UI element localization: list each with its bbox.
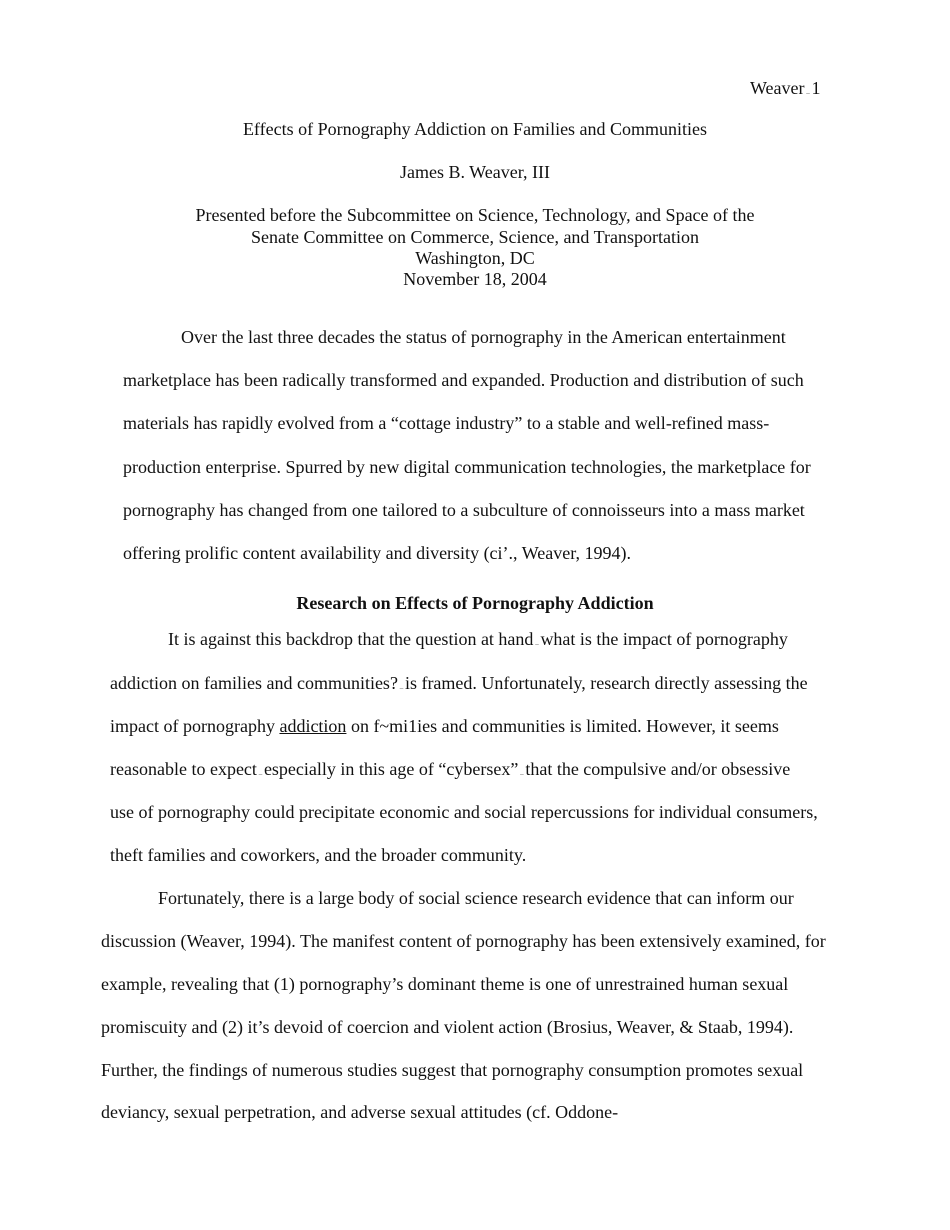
final-line: Fortunately, there is a large body of social science research evidence that can inform our xyxy=(158,888,794,908)
final-line: Further, the findings of numerous studies suggest that pornography consumption promotes sexual xyxy=(101,1060,804,1080)
final-line: deviancy, sexual perpetration, and adverse sexual attitudes (cf. Oddone- xyxy=(101,1102,619,1122)
intro-line: offering prolific content availability and diversity (ci’., Weaver, 1994). xyxy=(123,543,631,563)
dash-mark: – xyxy=(397,684,405,692)
text-segment: especially in this age of “cybersex” xyxy=(263,759,519,779)
dash-mark: – xyxy=(804,89,812,97)
final-line: example, revealing that (1) pornography’s dominant theme is one of unrestrained human sexual xyxy=(101,974,789,994)
text-segment: what is the impact of pornography xyxy=(540,629,788,649)
dash-mark: – xyxy=(256,770,264,778)
underlined-word: addiction xyxy=(279,716,347,736)
text-segment: addiction on families and communities? xyxy=(110,673,398,693)
final-line: discussion (Weaver, 1994). The manifest content of pornography has been extensively examined, for xyxy=(101,931,826,951)
running-header xyxy=(750,78,821,99)
presentation-line-1: Presented before the Subcommittee on Science, Technology, and Space of the xyxy=(195,205,755,225)
running-head-name: Weaver xyxy=(750,78,805,98)
text-segment: that the compulsive and/or obsessive xyxy=(525,759,791,779)
section-line: use of pornography could precipitate economic and social repercussions for individual consumers, xyxy=(110,802,818,822)
text-segment: impact of pornography xyxy=(110,716,275,736)
dash-mark: – xyxy=(533,640,541,648)
section-line: theft families and coworkers, and the broader community. xyxy=(110,845,527,865)
text-segment: is framed. Unfortunately, research directly assessing the xyxy=(404,673,808,693)
dash-mark: – xyxy=(518,770,526,778)
section-line xyxy=(168,629,788,650)
document-title: Effects of Pornography Addiction on Families and Communities xyxy=(242,119,708,139)
section-line xyxy=(110,716,779,737)
text-segment: on f~mi1ies and communities is limited. However, it seems xyxy=(350,716,779,736)
section-line xyxy=(110,759,790,780)
presentation-line-2: Senate Committee on Commerce, Science, and Transportation xyxy=(251,227,699,247)
presentation-line-4: November 18, 2004 xyxy=(403,269,547,289)
page-number: 1 xyxy=(811,78,821,98)
intro-line: marketplace has been radically transformed and expanded. Production and distribution of such xyxy=(123,370,804,390)
text-segment: reasonable to expect xyxy=(110,759,257,779)
intro-line: materials has rapidly evolved from a “cottage industry” to a stable and well-refined mass- xyxy=(123,413,770,433)
section-heading: Research on Effects of Pornography Addiction xyxy=(296,593,654,613)
intro-line: pornography has changed from one tailored to a subculture of connoisseurs into a mass market xyxy=(123,500,805,520)
intro-line: production enterprise. Spurred by new digital communication technologies, the marketplace for xyxy=(123,457,811,477)
text-segment: It is against this backdrop that the question at hand xyxy=(168,629,534,649)
presentation-line-3: Washington, DC xyxy=(415,248,535,268)
intro-line: Over the last three decades the status of pornography in the American entertainment xyxy=(181,327,786,347)
section-line xyxy=(110,673,808,694)
author-name: James B. Weaver, III xyxy=(400,162,550,182)
final-line: promiscuity and (2) it’s devoid of coercion and violent action (Brosius, Weaver, & Staab, 1994). xyxy=(101,1017,794,1037)
